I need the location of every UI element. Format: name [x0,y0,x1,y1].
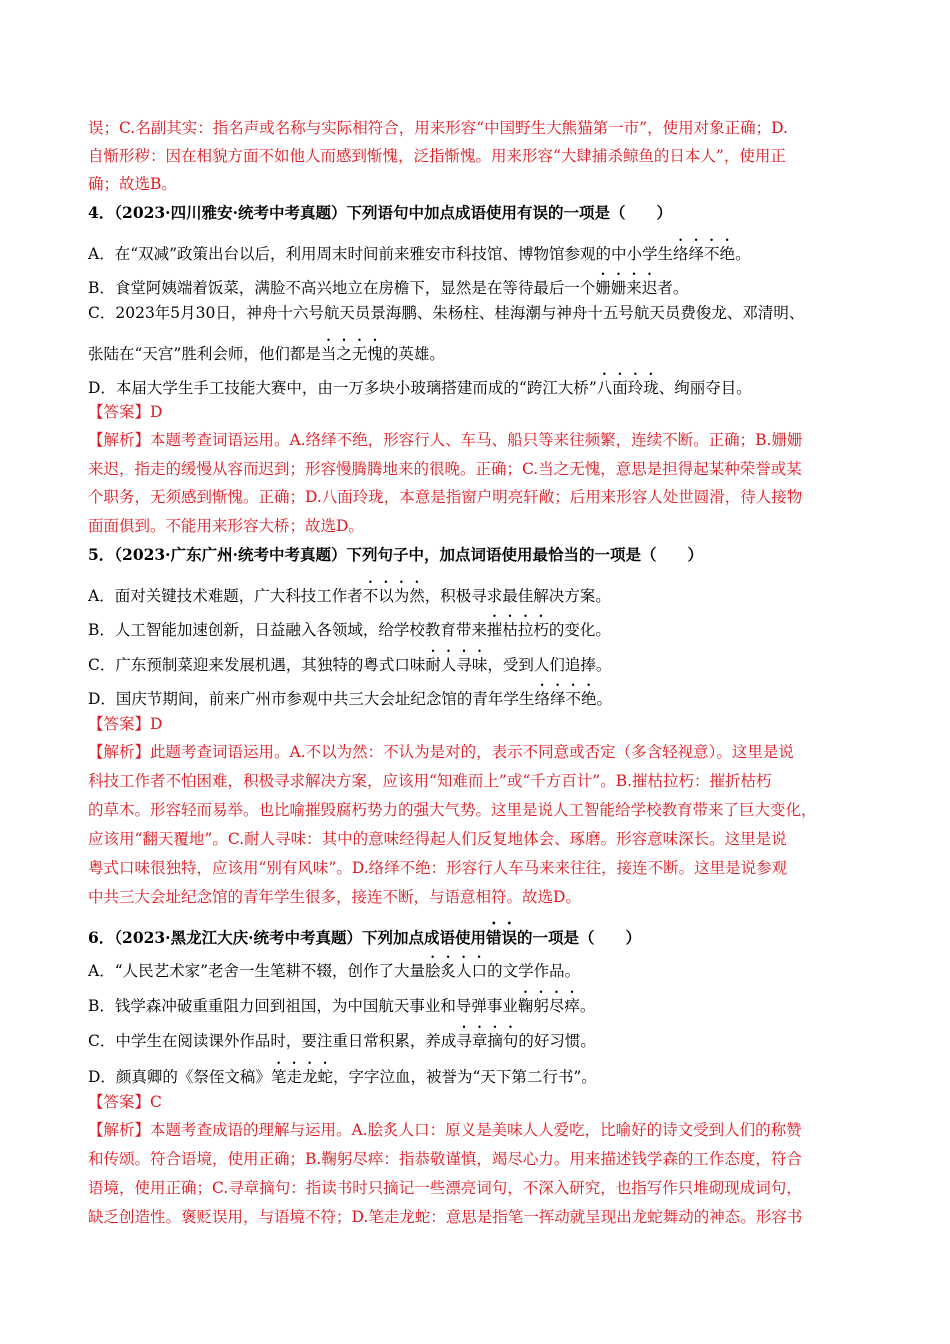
dotted-idiom: 笔走龙蛇 [270,1068,333,1086]
q5-answer: 【答案】D [88,715,163,733]
dotted-idiom: 耐人寻味 [425,656,488,674]
dotted-idiom: 脍炙人口 [425,962,488,980]
dotted-idiom: 鞠躬尽瘁 [517,997,580,1015]
dotted-idiom: 姗姗来迟 [595,279,658,297]
q4-option-d: D．本届大学生手工技能大赛中，由一万多块小玻璃搭建而成的“跨江大桥”八面玲珑、绚丽夺目。 [88,379,752,397]
q6-analysis-line: 【解析】本题考查成语的理解与运用。A.脍炙人口：原义是美味人人爱吃，比喻好的诗文受到人们的称赞 [88,1121,802,1139]
q6-option-d: D．颜真卿的《祭侄文稿》笔走龙蛇，字字泣血，被誉为“天下第二行书”。 [88,1068,597,1086]
q4-answer: 【答案】D [88,403,163,421]
q6-stem: 6．（2023·黑龙江大庆·统考中考真题）下列加点成语使用错误的一项是（ ） [88,928,641,947]
q4-analysis-line: 【解析】本题考查词语运用。A.络绎不绝，形容行人、车马、船只等来往频繁，连续不断。正确；B.姗姗 [88,431,803,449]
q5-analysis-line: 的草木。形容轻而易举。也比喻摧毁腐朽势力的强大气势。这里是说人工智能给学校教育带来了巨大变化， [88,801,817,819]
q5-analysis-line: 科技工作者不怕困难，积极寻求解决方案，应该用“知难而上”或“千方百计”。B.摧枯拉朽：摧折枯朽 [88,772,772,790]
q5-option-d: D．国庆节期间，前来广州市参观中共三大会址纪念馆的青年学生络绎不绝。 [88,690,612,708]
q4-analysis-line: 个职务，无须感到惭愧。正确；D.八面玲珑，本意是指窗户明亮轩敞；后用来形容人处世圆滑，待人接物 [88,488,803,506]
q5-analysis-line: 中共三大会址纪念馆的青年学生很多，接连不断，与语意相符。故选D。 [88,888,581,906]
dotted-word: 错误 [485,928,517,947]
q6-option-b: B．钱学森冲破重重阻力回到祖国，为中国航天事业和导弹事业鞠躬尽瘁。 [88,997,596,1015]
q4-option-c-line1: C．2023年5月30日，神舟十六号航天员景海鹏、朱杨柱、桂海潮与神舟十五号航天员费俊龙、邓清明、 [88,304,805,322]
dotted-idiom: 当之无愧 [320,345,383,363]
dotted-idiom: 络绎不绝 [673,245,736,263]
q4-stem: 4．（2023·四川雅安·统考中考真题）下列语句中加点成语使用有误的一项是（ ） [88,203,672,222]
q5-option-b: B．人工智能加速创新，日益融入各领域，给学校教育带来摧枯拉朽的变化。 [88,621,611,639]
q4-option-a: A．在“双减”政策出台以后，利用周末时间前来雅安市科技馆、博物馆参观的中小学生络绎不绝。 [88,245,751,263]
q5-option-c: C．广东预制菜迎来发展机遇，其独特的粤式口味耐人寻味，受到人们追捧。 [88,656,612,674]
intro-line: 确；故选B。 [88,175,177,193]
intro-line: 自惭形秽：因在相貌方面不如他人而感到惭愧，泛指惭愧。用来形容“大肆捕杀鲸鱼的日本人”，使用正 [88,147,786,165]
q6-analysis-line: 和传颂。符合语境，使用正确；B.鞠躬尽瘁：指恭敬谨慎，竭尽心力。用来描述钱学森的工作态度，符合 [88,1150,802,1168]
intro-line: 误；C.名副其实：指名声或名称与实际相符合，用来形容“中国野生大熊猫第一市”，使用对象正确；D. [88,119,788,137]
q6-analysis-line: 语境，使用正确；C.寻章摘句：指读书时只摘记一些漂亮词句，不深入研究，也指写作只堆砌现成词句， [88,1179,802,1197]
q6-answer: 【答案】C [88,1093,162,1111]
q4-option-c-line2: 张陆在“天宫”胜利会师，他们都是当之无愧的英雄。 [88,345,445,363]
dotted-idiom: 寻章摘句 [456,1032,519,1050]
q5-option-a: A．面对关键技术难题，广大科技工作者不以为然，积极寻求最佳解决方案。 [88,587,611,605]
q6-option-c: C．中学生在阅读课外作品时，要注重日常积累，养成寻章摘句的好习惯。 [88,1032,596,1050]
q4-analysis-line: 来迟，指走的缓慢从容而迟到；形容慢腾腾地来的很晚。正确；C.当之无愧，意思是担得起某种荣誉或某 [88,460,802,478]
dotted-idiom: 络绎不绝 [534,690,597,708]
q6-analysis-line: 缺乏创造性。褒贬误用，与语境不符；D.笔走龙蛇：意思是指笔一挥动就呈现出龙蛇舞动的神态。形容书 [88,1208,803,1226]
q5-analysis-line: 粤式口味很独特，应该用“别有风味”。D.络绎不绝：形容行人车马来来往往，接连不断。这里是说参观 [88,859,788,877]
q4-analysis-line: 面面俱到。不能用来形容大桥；故选D。 [88,517,364,535]
q6-option-a: A．“人民艺术家”老舍一生笔耕不辍，创作了大量脍炙人口的文学作品。 [88,962,581,980]
q4-option-b: B．食堂阿姨端着饭菜，满脸不高兴地立在房檐下，显然是在等待最后一个姗姗来迟者。 [88,279,689,297]
q5-stem: 5．（2023·广东广州·统考中考真题）下列句子中，加点词语使用最恰当的一项是（ ） [88,545,703,564]
dotted-idiom: 不以为然 [362,587,425,605]
dotted-idiom: 摧枯拉朽 [486,621,549,639]
dotted-idiom: 八面玲珑 [596,379,659,397]
q5-analysis-line: 应该用“翻天覆地”。C.耐人寻味：其中的意味经得起人们反复地体会、琢磨。形容意味深长。这里是说 [88,830,787,848]
q5-analysis-line: 【解析】此题考查词语运用。A.不以为然：不认为是对的，表示不同意或否定（多含轻视意）。这里是说 [88,743,794,761]
